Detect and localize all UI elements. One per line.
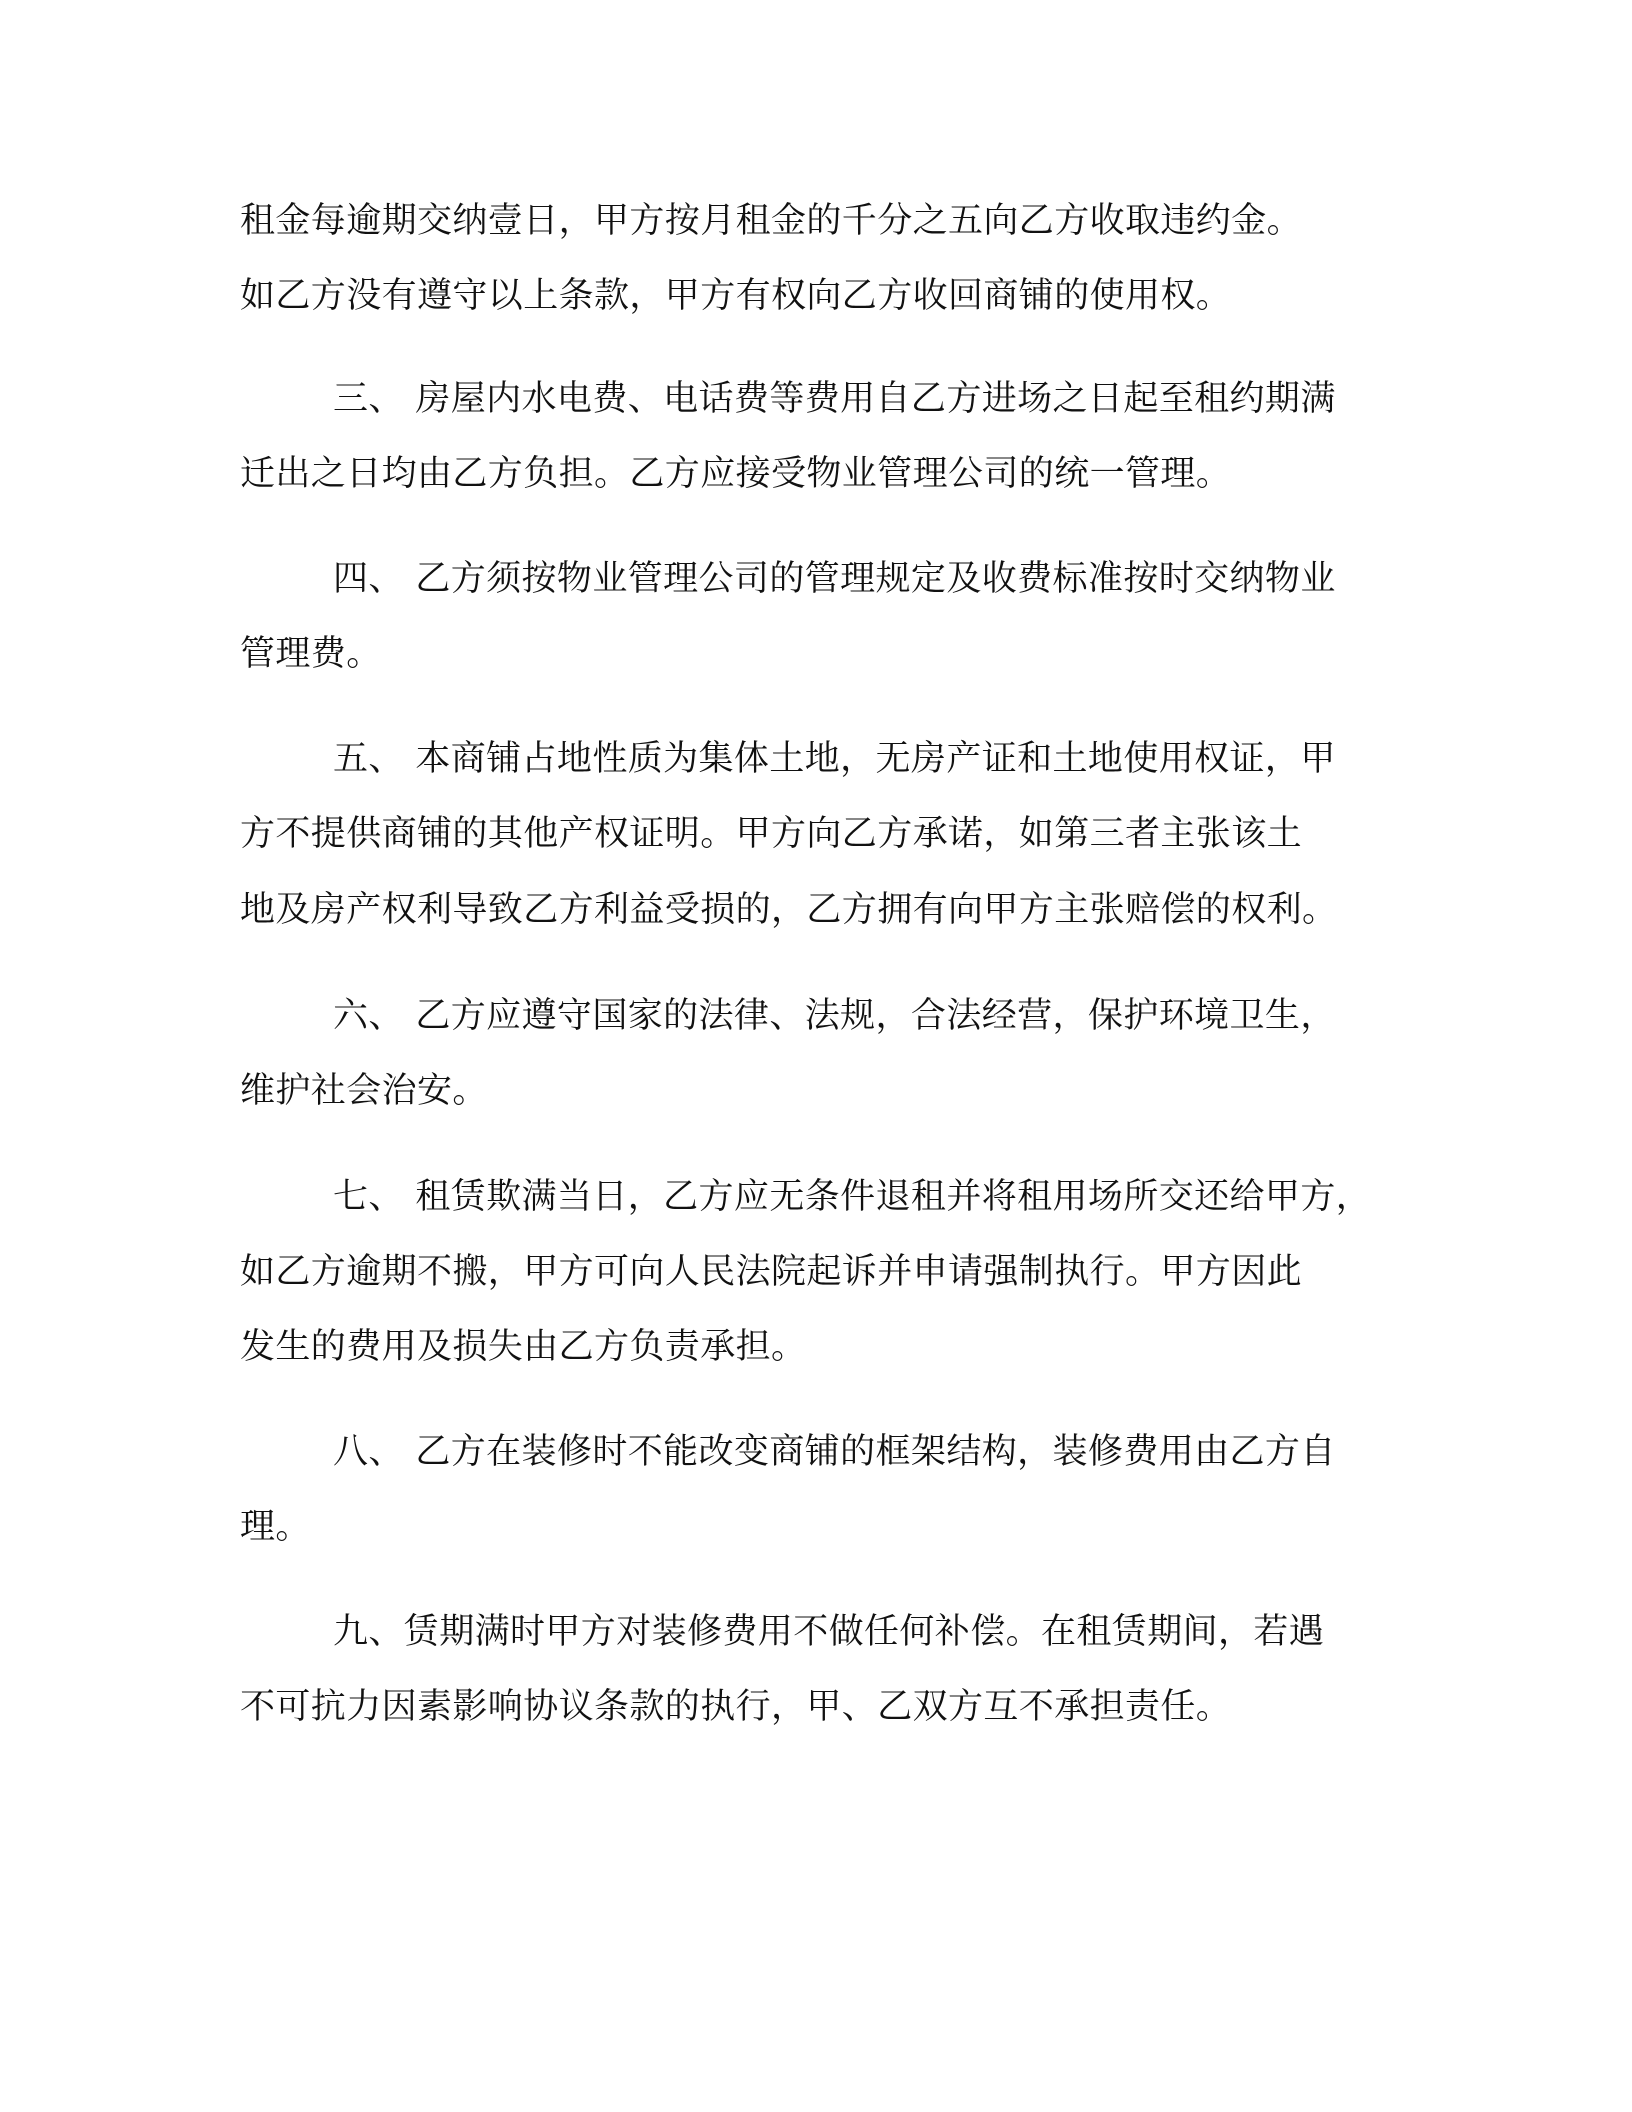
text-line: 不可抗力因素影响协议条款的执行，甲、乙双方互不承担责任。 (240, 1687, 1232, 1727)
clause-7-line: 七、 租赁欺满当日，乙方应无条件退租并将租用场所交还给甲方， (333, 1177, 1372, 1217)
text-line: 理。 (240, 1507, 311, 1547)
clause-5-line: 五、 本商铺占地性质为集体土地，无房产证和土地使用权证，甲 (333, 739, 1336, 779)
clause-4-line: 四、 乙方须按物业管理公司的管理规定及收费标准按时交纳物业 (333, 559, 1336, 599)
text-line: 如乙方没有遵守以上条款，甲方有权向乙方收回商铺的使用权。 (240, 276, 1232, 316)
text-line: 地及房产权利导致乙方利益受损的，乙方拥有向甲方主张赔偿的权利。 (240, 890, 1338, 930)
clause-8-line: 八、 乙方在装修时不能改变商铺的框架结构，装修费用由乙方自 (333, 1432, 1336, 1472)
text-line: 方不提供商铺的其他产权证明。甲方向乙方承诺，如第三者主张该土 (240, 814, 1303, 854)
text-line: 管理费。 (240, 634, 382, 674)
text-line: 如乙方逾期不搬，甲方可向人民法院起诉并申请强制执行。甲方因此 (240, 1252, 1303, 1292)
clause-3-line: 三、 房屋内水电费、电话费等费用自乙方进场之日起至租约期满 (333, 379, 1336, 419)
text-line: 维护社会治安。 (240, 1071, 488, 1111)
clause-6-line: 六、 乙方应遵守国家的法律、法规，合法经营，保护环境卫生， (333, 996, 1336, 1036)
clause-9-line: 九、赁期满时甲方对装修费用不做任何补偿。在租赁期间，若遇 (333, 1612, 1325, 1652)
text-line: 迁出之日均由乙方负担。乙方应接受物业管理公司的统一管理。 (240, 454, 1232, 494)
text-line: 租金每逾期交纳壹日，甲方按月租金的千分之五向乙方收取违约金。 (240, 201, 1303, 241)
text-line: 发生的费用及损失由乙方负责承担。 (240, 1327, 807, 1367)
